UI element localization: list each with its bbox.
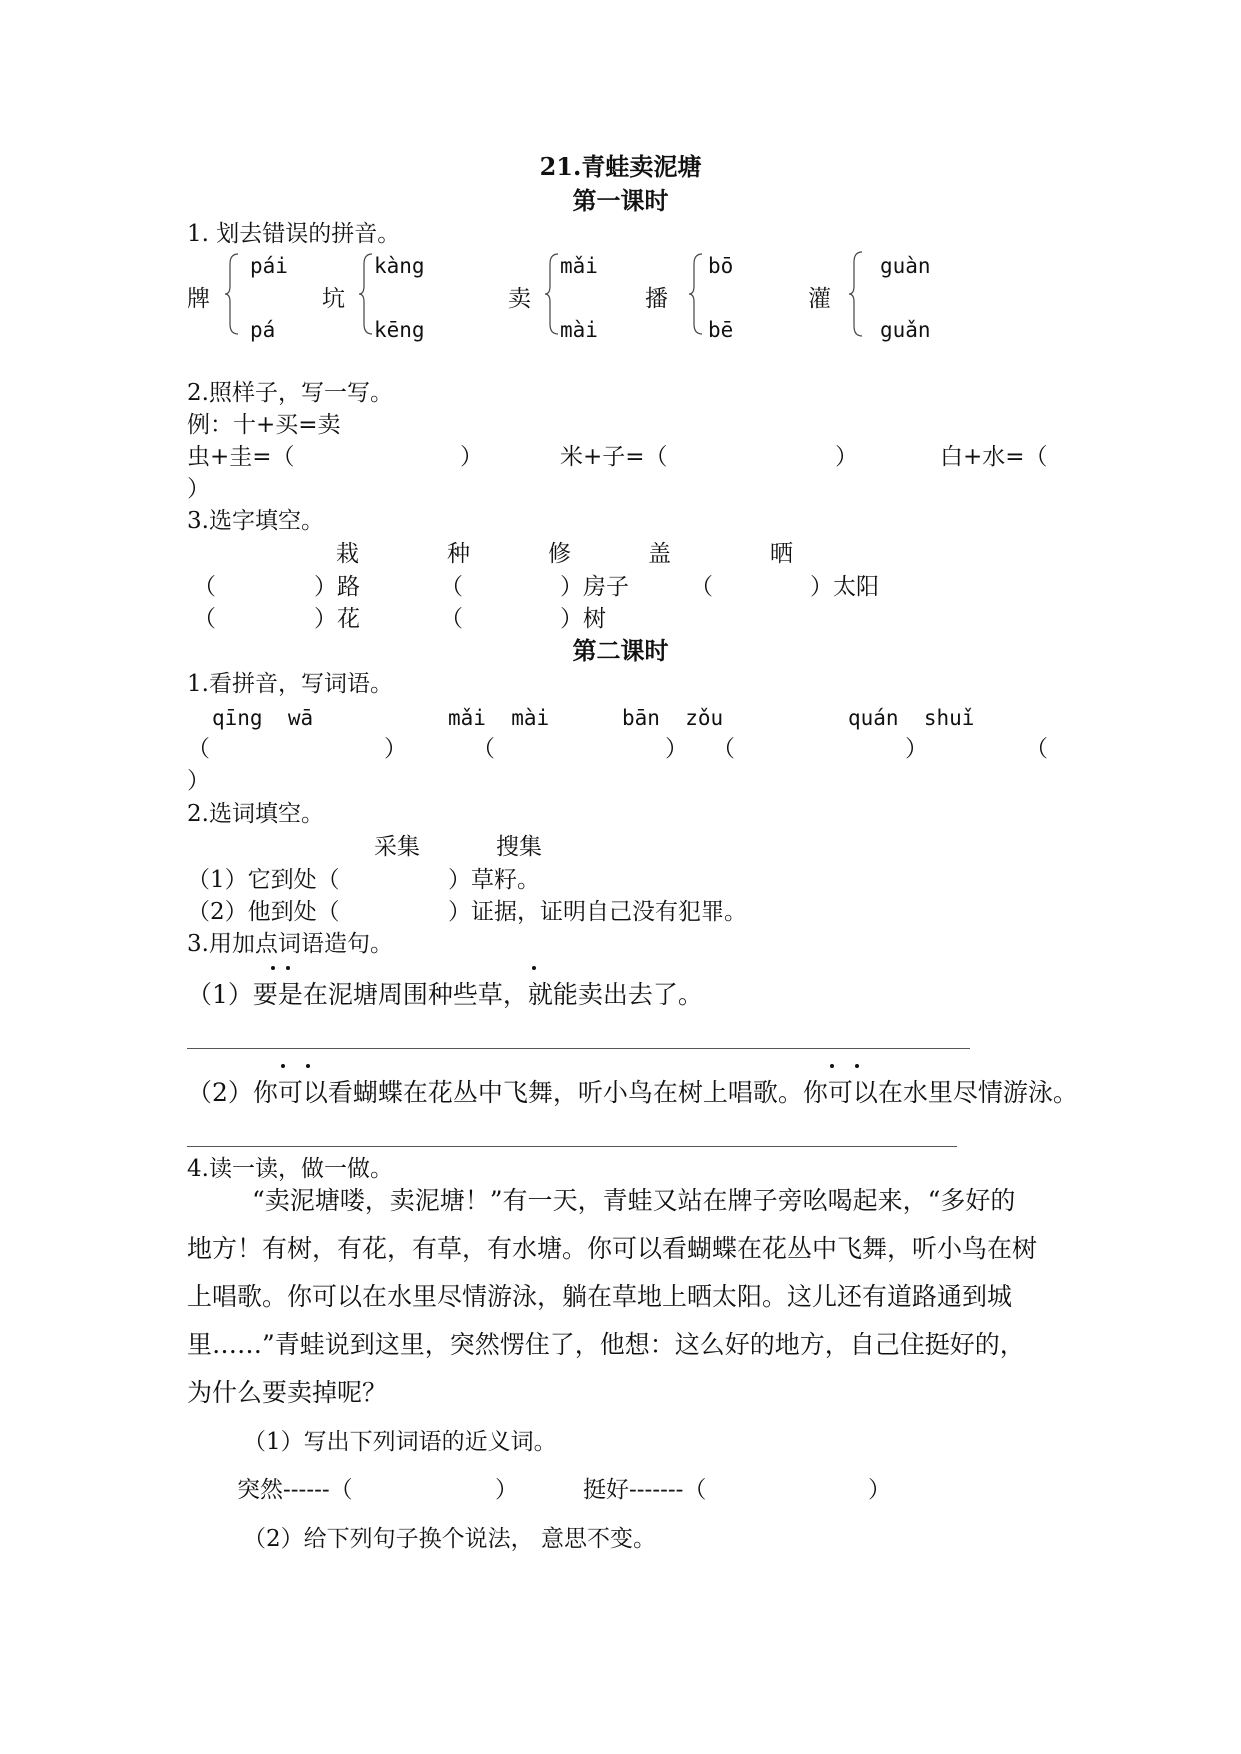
q2-example: 例：十+买=卖 [187,412,341,438]
blank-open: （ [1025,736,1048,762]
pinyin-bottom: guǎn [880,318,931,342]
q3-blank-open: （ [690,574,713,600]
q3-heading: 3.选字填空。 [187,508,324,534]
sentence-one: （1）要是在泥塘周围种些草，就能卖出去了。 [187,980,703,1009]
s2-q3-heading: 3.用加点词语造句。 [187,931,393,957]
passage-line: 上唱歌。你可以在水里尽情游泳，躺在草地上晒太阳。这儿还有道路通到城 [187,1282,1013,1311]
q3-blank-open: （ [440,606,463,632]
q2-item-bai-shui: 白+水=（ [940,444,1048,470]
pinyin-top: pái [250,254,288,278]
pinyin-word: mǎi mài [448,706,550,730]
q3-blank-house: ）房子 [560,574,629,600]
sub-question-one: （1）写出下列词语的近义词。 [243,1429,557,1455]
q3-blank-open: （ [193,606,216,632]
blank-close: ） [905,736,928,762]
synonym-item-start: 挺好-------（ [583,1477,707,1503]
synonym-item-end: ） [495,1477,518,1503]
blank-close: ） [665,736,688,762]
char-keng: 坑 [322,286,345,312]
q3-blank-flower: ）花 [314,606,360,632]
word-choice: 搜集 [496,834,542,860]
q2-blank-close: ） [460,444,483,470]
pinyin-bottom: bē [708,318,734,342]
q3-choice: 晒 [770,541,793,567]
blank-open: （ [187,736,210,762]
pinyin-bottom: pá [250,318,276,342]
lesson-two-heading: 第二课时 [572,636,669,665]
passage-line: 地方！有树，有花，有草，有水塘。你可以看蝴蝶在花丛中飞舞，听小鸟在树 [187,1234,1038,1263]
emphasis-dot [855,1064,859,1068]
char-mai: 卖 [508,286,531,312]
s2-q2-item2-end: ）证据，证明自己没有犯罪。 [448,899,747,925]
q2-blank-close: ） [835,444,858,470]
char-bo: 播 [645,286,668,312]
blank-open: （ [472,736,495,762]
q3-blank-sun: ）太阳 [810,574,879,600]
blank-close: ） [187,768,210,794]
pinyin-top: bō [708,254,734,278]
char-guan: 灌 [808,286,831,312]
pinyin-bottom: mài [560,318,598,342]
answer-line [187,1048,970,1049]
q2-item-mi-zi: 米+子=（ [560,444,668,470]
pinyin-word: qīng wā [212,706,314,730]
emphasis-dot [306,1064,310,1068]
emphasis-dot [281,1064,285,1068]
synonym-item-end: ） [868,1477,891,1503]
blank-open: （ [712,736,735,762]
page-title: 21.青蛙卖泥塘 [539,152,702,181]
pinyin-word: bān zǒu [622,706,724,730]
synonym-item-start: 突然------（ [237,1477,353,1503]
sub-question-two: （2）给下列句子换个说法， 意思不变。 [243,1526,656,1552]
left-brace-icon [848,250,864,338]
word-choice: 采集 [374,834,420,860]
passage-line: 为什么要卖掉呢？ [187,1378,388,1407]
q3-blank-road: ）路 [314,574,360,600]
s2-q2-item1-start: （1）它到处（ [187,867,340,893]
s2-q2-item2-start: （2）他到处（ [187,899,340,925]
passage-line: 里……”青蛙说到这里，突然愣住了，他想：这么好的地方，自己住挺好的， [187,1330,1025,1359]
q3-blank-tree: ）树 [560,606,606,632]
s2-q1-heading: 1.看拼音，写词语。 [187,671,393,697]
s2-q4-heading: 4.读一读，做一做。 [187,1156,393,1182]
lesson-one-heading: 第一课时 [572,186,669,215]
emphasis-dot [286,966,290,970]
answer-line [187,1146,957,1147]
char-pai: 牌 [187,286,210,312]
q3-blank-open: （ [440,574,463,600]
q1-heading: 1. 划去错误的拼音。 [187,221,401,247]
pinyin-top: mǎi [560,254,598,278]
q3-choice: 栽 [336,541,359,567]
passage-line: “卖泥塘喽，卖泥塘！”有一天，青蛙又站在牌子旁吆喝起来，“多好的 [252,1186,1016,1215]
left-brace-icon [544,252,560,336]
pinyin-bottom: kēng [374,318,425,342]
q2-heading: 2.照样子，写一写。 [187,380,393,406]
left-brace-icon [688,252,704,336]
q3-choice: 盖 [648,541,671,567]
q3-blank-open: （ [193,574,216,600]
q3-choice: 种 [447,541,470,567]
left-brace-icon [358,252,374,336]
sentence-two: （2）你可以看蝴蝶在花丛中飞舞，听小鸟在树上唱歌。你可以在水里尽情游泳。 [187,1078,1078,1107]
q3-choice: 修 [548,541,571,567]
q2-item-chong-gui: 虫+圭=（ [187,444,295,470]
emphasis-dot [532,966,536,970]
pinyin-word: quán shuǐ [848,706,975,730]
emphasis-dot [271,966,275,970]
s2-q2-item1-end: ）草籽。 [448,867,540,893]
emphasis-dot [830,1064,834,1068]
pinyin-top: guàn [880,254,931,278]
left-brace-icon [224,252,240,336]
blank-close: ） [384,736,407,762]
s2-q2-heading: 2.选词填空。 [187,801,324,827]
pinyin-top: kàng [374,254,425,278]
q2-blank-close: ） [187,476,210,502]
